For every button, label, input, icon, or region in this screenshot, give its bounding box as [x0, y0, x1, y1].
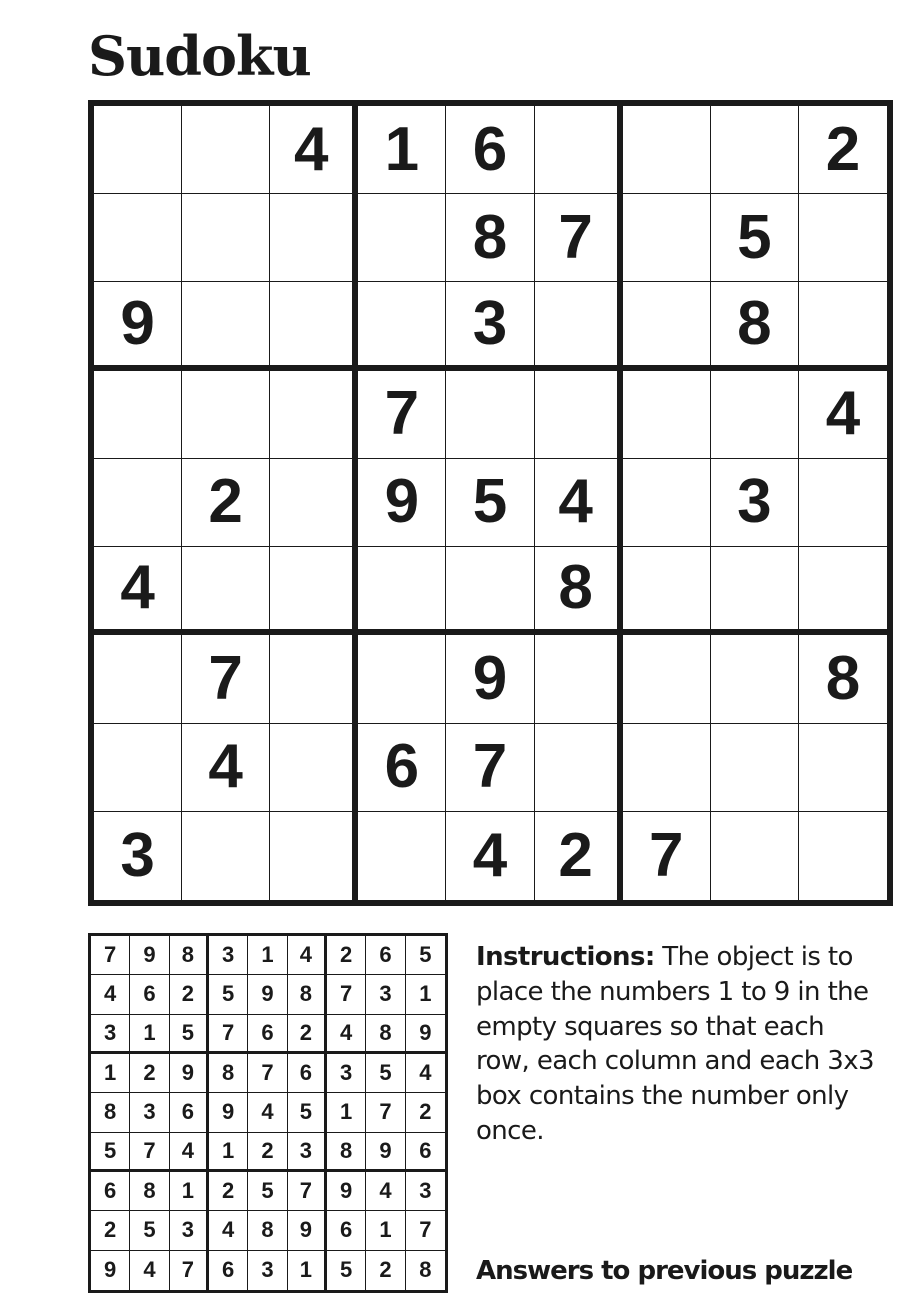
puzzle-cell-r2c5: 8 — [446, 194, 534, 282]
puzzle-cell-r5c9[interactable] — [799, 459, 887, 547]
puzzle-cell-r7c1[interactable] — [94, 635, 182, 723]
answer-cell-r6c9: 6 — [406, 1133, 445, 1172]
puzzle-cell-r2c1[interactable] — [94, 194, 182, 282]
answer-cell-r1c8: 6 — [366, 936, 405, 975]
answer-cell-r2c3: 2 — [170, 975, 209, 1014]
puzzle-cell-r5c2: 2 — [182, 459, 270, 547]
answer-cell-r6c2: 7 — [130, 1133, 169, 1172]
answer-cell-r1c1: 7 — [91, 936, 130, 975]
answer-cell-r4c8: 5 — [366, 1054, 405, 1093]
answer-cell-r1c4: 3 — [209, 936, 248, 975]
answer-cell-r9c4: 6 — [209, 1251, 248, 1290]
puzzle-cell-r7c9: 8 — [799, 635, 887, 723]
answer-cell-r6c8: 9 — [366, 1133, 405, 1172]
puzzle-cell-r1c8[interactable] — [711, 106, 799, 194]
puzzle-cell-r2c9[interactable] — [799, 194, 887, 282]
puzzle-cell-r9c7: 7 — [623, 812, 711, 900]
puzzle-cell-r5c5: 5 — [446, 459, 534, 547]
puzzle-cell-r2c2[interactable] — [182, 194, 270, 282]
answer-cell-r5c6: 5 — [288, 1093, 327, 1132]
answer-cell-r5c5: 4 — [248, 1093, 287, 1132]
answer-cell-r3c8: 8 — [366, 1015, 405, 1054]
puzzle-cell-r2c4[interactable] — [358, 194, 446, 282]
puzzle-cell-r3c8: 8 — [711, 282, 799, 370]
answer-cell-r4c6: 6 — [288, 1054, 327, 1093]
puzzle-cell-r7c5: 9 — [446, 635, 534, 723]
puzzle-cell-r8c6[interactable] — [535, 724, 623, 812]
puzzle-cell-r7c7[interactable] — [623, 635, 711, 723]
puzzle-cell-r6c4[interactable] — [358, 547, 446, 635]
puzzle-cell-r6c6: 8 — [535, 547, 623, 635]
answer-cell-r7c9: 3 — [406, 1172, 445, 1211]
puzzle-cell-r6c8[interactable] — [711, 547, 799, 635]
puzzle-cell-r4c5[interactable] — [446, 371, 534, 459]
answer-cell-r4c4: 8 — [209, 1054, 248, 1093]
puzzle-cell-r9c8[interactable] — [711, 812, 799, 900]
answer-cell-r1c2: 9 — [130, 936, 169, 975]
puzzle-cell-r7c2: 7 — [182, 635, 270, 723]
puzzle-cell-r1c3: 4 — [270, 106, 358, 194]
answer-cell-r3c1: 3 — [91, 1015, 130, 1054]
answer-cell-r6c6: 3 — [288, 1133, 327, 1172]
answer-cell-r7c4: 2 — [209, 1172, 248, 1211]
puzzle-cell-r4c4: 7 — [358, 371, 446, 459]
answer-cell-r5c4: 9 — [209, 1093, 248, 1132]
puzzle-cell-r9c1: 3 — [94, 812, 182, 900]
puzzle-cell-r5c3[interactable] — [270, 459, 358, 547]
puzzle-cell-r1c1[interactable] — [94, 106, 182, 194]
answer-cell-r6c5: 2 — [248, 1133, 287, 1172]
answer-cell-r2c4: 5 — [209, 975, 248, 1014]
answer-cell-r4c7: 3 — [327, 1054, 366, 1093]
answer-cell-r4c1: 1 — [91, 1054, 130, 1093]
puzzle-cell-r1c7[interactable] — [623, 106, 711, 194]
answer-cell-r2c8: 3 — [366, 975, 405, 1014]
puzzle-cell-r3c7[interactable] — [623, 282, 711, 370]
page-title: Sudoku — [88, 24, 311, 88]
answer-cell-r1c3: 8 — [170, 936, 209, 975]
instructions-body: The object is to place the numbers 1 to 9 in the empty squares so that each row, each column and each 3x3 box contains the number only once. — [476, 942, 874, 1146]
answer-cell-r8c8: 1 — [366, 1211, 405, 1250]
answer-cell-r5c3: 6 — [170, 1093, 209, 1132]
puzzle-cell-r8c7[interactable] — [623, 724, 711, 812]
puzzle-cell-r6c9[interactable] — [799, 547, 887, 635]
puzzle-cell-r1c6[interactable] — [535, 106, 623, 194]
answer-cell-r4c9: 4 — [406, 1054, 445, 1093]
puzzle-cell-r9c9[interactable] — [799, 812, 887, 900]
answer-cell-r8c5: 8 — [248, 1211, 287, 1250]
answer-cell-r5c9: 2 — [406, 1093, 445, 1132]
puzzle-cell-r4c6[interactable] — [535, 371, 623, 459]
puzzle-cell-r6c5[interactable] — [446, 547, 534, 635]
answer-cell-r4c5: 7 — [248, 1054, 287, 1093]
answer-cell-r9c5: 3 — [248, 1251, 287, 1290]
puzzle-cell-r5c4: 9 — [358, 459, 446, 547]
puzzle-cell-r5c8: 3 — [711, 459, 799, 547]
answer-cell-r9c9: 8 — [419, 1257, 432, 1283]
answer-cell-r7c7: 9 — [327, 1172, 366, 1211]
answer-cell-r8c6: 9 — [288, 1211, 327, 1250]
answer-cell-r9c8: 2 — [366, 1251, 405, 1290]
answer-cell-r2c6: 8 — [288, 975, 327, 1014]
puzzle-cell-r6c2[interactable] — [182, 547, 270, 635]
answer-cell-r7c2: 8 — [130, 1172, 169, 1211]
puzzle-cell-r8c8[interactable] — [711, 724, 799, 812]
answer-cell-r3c3: 5 — [170, 1015, 209, 1054]
puzzle-cell-r9c2[interactable] — [182, 812, 270, 900]
answer-cell-r9c3: 7 — [170, 1251, 209, 1290]
answer-cell-r9c2: 4 — [130, 1251, 169, 1290]
puzzle-cell-r9c5: 4 — [446, 812, 534, 900]
answer-cell-r3c9: 9 — [406, 1015, 445, 1054]
puzzle-cell-r6c3[interactable] — [270, 547, 358, 635]
puzzle-cell-r7c4[interactable] — [358, 635, 446, 723]
answer-cell-r2c9: 1 — [406, 975, 445, 1014]
puzzle-cell-r4c2[interactable] — [182, 371, 270, 459]
puzzle-cell-r8c5: 7 — [446, 724, 534, 812]
answer-cell-r6c7: 8 — [327, 1133, 366, 1172]
puzzle-cell-r1c5: 6 — [446, 106, 534, 194]
answer-grid — [88, 933, 448, 1293]
answer-cell-r7c5: 5 — [248, 1172, 287, 1211]
puzzle-cell-r5c7[interactable] — [623, 459, 711, 547]
answer-cell-r5c8: 7 — [366, 1093, 405, 1132]
answer-cell-r1c5: 1 — [248, 936, 287, 975]
answer-cell-r5c1: 8 — [91, 1093, 130, 1132]
answer-cell-r9c7: 5 — [327, 1251, 366, 1290]
answer-cell-r9c1: 9 — [91, 1251, 130, 1290]
puzzle-cell-r9c3[interactable] — [270, 812, 358, 900]
answer-cell-r2c2: 6 — [130, 975, 169, 1014]
puzzle-cell-r3c3[interactable] — [270, 282, 358, 370]
puzzle-cell-r1c9: 2 — [799, 106, 887, 194]
puzzle-cell-r6c7[interactable] — [623, 547, 711, 635]
puzzle-cell-r9c4[interactable] — [358, 812, 446, 900]
puzzle-cell-r3c9[interactable] — [799, 282, 887, 370]
puzzle-cell-r2c3[interactable] — [270, 194, 358, 282]
puzzle-cell-r8c3[interactable] — [270, 724, 358, 812]
answer-cell-r1c7: 2 — [327, 936, 366, 975]
answer-cell-r3c7: 4 — [327, 1015, 366, 1054]
puzzle-cell-r5c6: 4 — [535, 459, 623, 547]
puzzle-cell-r4c9: 4 — [799, 371, 887, 459]
answer-cell-r7c8: 4 — [366, 1172, 405, 1211]
answer-cell-r8c1: 2 — [91, 1211, 130, 1250]
answer-cell-r9c6: 1 — [288, 1251, 327, 1290]
answer-cell-r8c3: 3 — [170, 1211, 209, 1250]
puzzle-cell-r8c2: 4 — [182, 724, 270, 812]
puzzle-cell-r7c3[interactable] — [270, 635, 358, 723]
puzzle-cell-r3c5: 3 — [446, 282, 534, 370]
puzzle-cell-r3c1: 9 — [94, 282, 182, 370]
puzzle-cell-r4c8[interactable] — [711, 371, 799, 459]
answer-cell-r5c7: 1 — [327, 1093, 366, 1132]
answer-cell-r8c4: 4 — [209, 1211, 248, 1250]
puzzle-cell-r4c3[interactable] — [270, 371, 358, 459]
puzzle-cell-r5c1[interactable] — [94, 459, 182, 547]
sudoku-puzzle-grid — [88, 100, 893, 906]
puzzle-cell-r6c1: 4 — [94, 547, 182, 635]
answer-cell-r3c5: 6 — [248, 1015, 287, 1054]
instructions-lead: Instructions: — [476, 942, 655, 972]
answer-cell-r4c2: 2 — [130, 1054, 169, 1093]
answer-cell-r7c3: 1 — [170, 1172, 209, 1211]
answer-cell-r2c1: 4 — [91, 975, 130, 1014]
puzzle-cell-r3c6[interactable] — [535, 282, 623, 370]
answer-cell-r3c4: 7 — [209, 1015, 248, 1054]
puzzle-cell-r1c4: 1 — [358, 106, 446, 194]
puzzle-cell-r9c6: 2 — [535, 812, 623, 900]
puzzle-cell-r3c4[interactable] — [358, 282, 446, 370]
puzzle-cell-r8c1[interactable] — [94, 724, 182, 812]
puzzle-cell-r2c8: 5 — [711, 194, 799, 282]
answer-cell-r3c2: 1 — [130, 1015, 169, 1054]
answer-cell-r8c9: 7 — [406, 1211, 445, 1250]
puzzle-cell-r1c2[interactable] — [182, 106, 270, 194]
answer-cell-r5c2: 3 — [130, 1093, 169, 1132]
puzzle-cell-r8c9[interactable] — [799, 724, 887, 812]
answer-cell-r2c5: 9 — [248, 975, 287, 1014]
answer-cell-r1c6: 4 — [288, 936, 327, 975]
answer-cell-r4c3: 9 — [170, 1054, 209, 1093]
answer-cell-r6c1: 5 — [91, 1133, 130, 1172]
instructions — [476, 940, 876, 1149]
answers-label: Answers to previous puzzle — [476, 1256, 853, 1286]
puzzle-cell-r7c6[interactable] — [535, 635, 623, 723]
puzzle-cell-r2c6: 7 — [535, 194, 623, 282]
puzzle-cell-r2c7[interactable] — [623, 194, 711, 282]
answer-cell-r2c7: 7 — [327, 975, 366, 1014]
puzzle-cell-r7c8[interactable] — [711, 635, 799, 723]
answer-cell-r7c6: 7 — [288, 1172, 327, 1211]
puzzle-cell-r4c7[interactable] — [623, 371, 711, 459]
puzzle-cell-r3c2[interactable] — [182, 282, 270, 370]
answer-cell-r1c9: 5 — [406, 936, 445, 975]
answer-cell-r6c3: 4 — [170, 1133, 209, 1172]
answer-cell-r3c6: 2 — [288, 1015, 327, 1054]
answer-cell-r8c2: 5 — [130, 1211, 169, 1250]
answer-cell-r7c1: 6 — [91, 1172, 130, 1211]
answer-cell-r8c7: 6 — [327, 1211, 366, 1250]
puzzle-cell-r4c1[interactable] — [94, 371, 182, 459]
puzzle-cell-r8c4: 6 — [358, 724, 446, 812]
answer-cell-r6c4: 1 — [209, 1133, 248, 1172]
